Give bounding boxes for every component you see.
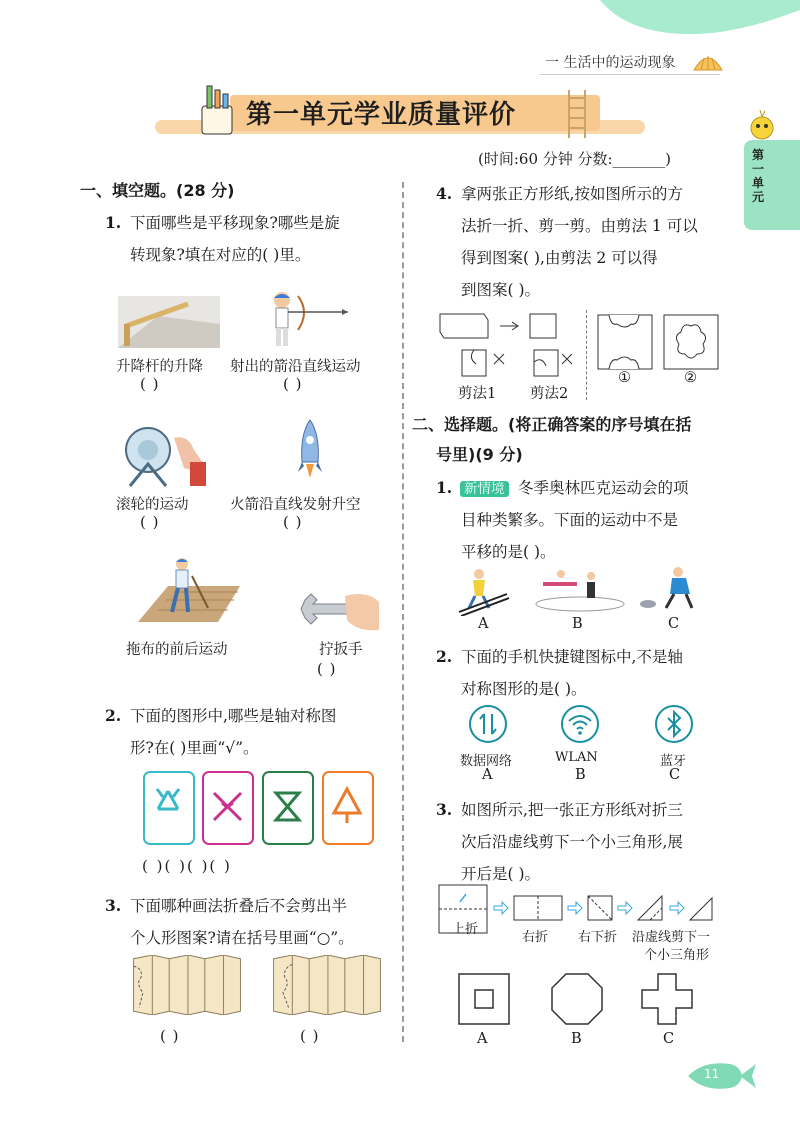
q2-line1: 下面的图形中,哪些是轴对称图: [130, 707, 337, 725]
s2-q1-option[interactable]: C: [668, 616, 680, 632]
icon-name-label: 数据网络: [460, 754, 513, 769]
icon-name-label: WLAN: [555, 750, 598, 765]
s2-q1-option[interactable]: B: [572, 616, 583, 632]
folded-paper-strip-b: [268, 955, 386, 1015]
q4-line1: 拿两张正方形纸,按如图所示的方: [461, 185, 683, 203]
q1-line2: 转现象?填在对应的( )里。: [130, 246, 311, 264]
q1-item-label: 拖布的前后运动: [126, 642, 228, 658]
skier-image: [455, 566, 511, 616]
s2-q3-option[interactable]: B: [571, 1031, 582, 1047]
q1-number: 1.: [105, 213, 122, 232]
new-context-badge-label: 新情境: [460, 481, 509, 497]
q1-item-label: 拧扳手: [319, 642, 363, 658]
pattern-1-image: [597, 314, 653, 370]
q1-answer-paren[interactable]: ( ): [317, 660, 337, 678]
s2-q2-line2: 对称图形的是( )。: [461, 680, 587, 698]
wheel-image: [118, 424, 206, 488]
q1-item-label: 滚轮的运动: [116, 497, 189, 513]
q3-number: 3.: [105, 896, 122, 915]
s2-q1-option[interactable]: A: [478, 616, 489, 632]
barrier-gate-image: [118, 296, 220, 348]
pattern-2-image: [663, 314, 719, 370]
q4-line2: 法折一折、剪一剪。由剪法 1 可以: [461, 217, 698, 235]
wlan-icon: [560, 704, 600, 744]
q1-item-label: 升降杆的升降: [116, 359, 203, 375]
option-a-shape: [457, 972, 511, 1026]
mascot-icon: [748, 108, 776, 144]
header-decoration: [600, 0, 800, 50]
s2-q1-line2: 目种类繁多。下面的运动中不是: [461, 511, 679, 529]
icon-name-label: 蓝牙: [660, 754, 687, 769]
s2-q1-line1: 冬季奥林匹克运动会的项: [518, 479, 689, 497]
dashed-separator: [586, 310, 587, 400]
shell-icon: [692, 50, 724, 74]
fold-step-label: 沿虚线剪下一: [632, 930, 711, 945]
hourglass-sign-card: [262, 771, 314, 845]
s2-q3-line3: 开后是( )。: [461, 865, 541, 883]
q4-line4: 到图案( )。: [461, 281, 541, 299]
q1-answer-paren[interactable]: ( ): [140, 513, 160, 531]
page-title: 第一单元学业质量评价: [246, 100, 517, 130]
archer-image: [268, 290, 350, 350]
side-tab-label: 第一单元: [752, 148, 765, 204]
section2-heading-line2: 号里)(9 分): [436, 445, 523, 464]
header-rule: [540, 74, 720, 75]
chapter-title: 一 生活中的运动现象: [545, 55, 676, 71]
q4-number: 4.: [436, 184, 453, 203]
s2-q3-number: 3.: [436, 800, 453, 819]
option-c-shape: [640, 972, 694, 1026]
q1-answer-paren[interactable]: ( ): [140, 375, 160, 393]
q1-item-label: 火箭沿直线发射升空: [230, 497, 361, 513]
curling-image: [636, 564, 704, 612]
pattern-1-label: ①: [618, 370, 631, 386]
arrows-sign-card: [202, 771, 254, 845]
q2-line2: 形?在( )里画“√”。: [130, 739, 259, 757]
q3-line2: 个人形图案?请在括号里画“○”。: [130, 929, 354, 947]
q3-answer-paren[interactable]: ( ): [300, 1027, 320, 1045]
cut-method-1-label: 剪法1: [458, 386, 497, 402]
s2-q3-line2: 次后沿虚线剪下一个小三角形,展: [461, 833, 683, 851]
bluetooth-icon: [654, 704, 694, 744]
fold-step-label: 右下折: [578, 930, 618, 945]
time-info: (时间:60 分钟 分数:_______): [478, 150, 671, 168]
mopping-image: [138, 556, 240, 622]
q1-answer-paren[interactable]: ( ): [283, 513, 303, 531]
s2-q2-option[interactable]: B: [575, 767, 586, 783]
section1-heading: 一、填空题。(28 分): [80, 181, 235, 200]
pencil-cup-icon: [198, 84, 236, 136]
recycle-sign-card: [143, 771, 195, 845]
fold-step-label: 个小三角形: [644, 948, 710, 963]
fold-step-label: 右折: [522, 930, 549, 945]
q3-answer-paren[interactable]: ( ): [160, 1027, 180, 1045]
s2-q2-line1: 下面的手机快捷键图标中,不是轴: [461, 648, 683, 666]
pattern-2-label: ②: [684, 370, 697, 386]
section2-heading-line1: 二、选择题。(将正确答案的序号填在括: [412, 415, 692, 434]
cut-method-2-label: 剪法2: [530, 386, 569, 402]
q4-line3: 得到图案( ),由剪法 2 可以得: [461, 249, 658, 267]
page-number-fish: [684, 1060, 756, 1092]
q3-line1: 下面哪种画法折叠后不会剪出半: [130, 897, 348, 915]
ladder-icon: [565, 90, 589, 138]
fold-step-label: 上折: [452, 922, 479, 937]
q2-answer-parens[interactable]: ( )( )( )( ): [142, 857, 232, 875]
mobile-data-icon: [468, 704, 508, 744]
wrench-image: [297, 586, 379, 634]
rocket-image: [296, 418, 324, 480]
s2-q2-number: 2.: [436, 647, 453, 666]
s2-q2-option[interactable]: C: [669, 767, 681, 783]
s2-q3-line1: 如图所示,把一张正方形纸对折三: [461, 801, 683, 819]
q1-answer-paren[interactable]: ( ): [283, 375, 303, 393]
q1-item-label: 射出的箭沿直线运动: [230, 359, 361, 375]
recycle-tree-sign-card: [322, 771, 374, 845]
s2-q1-line3: 平移的是( )。: [461, 543, 556, 561]
s2-q2-option[interactable]: A: [482, 767, 493, 783]
q2-number: 2.: [105, 706, 122, 725]
s2-q1-number: 1.: [436, 478, 453, 497]
new-context-badge: [460, 477, 509, 497]
s2-q3-option[interactable]: C: [663, 1031, 675, 1047]
s2-q3-option[interactable]: A: [477, 1031, 488, 1047]
q1-line1: 下面哪些是平移现象?哪些是旋: [130, 214, 340, 232]
page-number: 11: [704, 1067, 720, 1081]
column-divider: [402, 182, 404, 1042]
folded-paper-strip-a: [128, 955, 246, 1015]
pair-skaters-image: [533, 566, 627, 612]
option-b-shape: [550, 972, 604, 1026]
folding-cutting-diagram: [438, 308, 578, 380]
